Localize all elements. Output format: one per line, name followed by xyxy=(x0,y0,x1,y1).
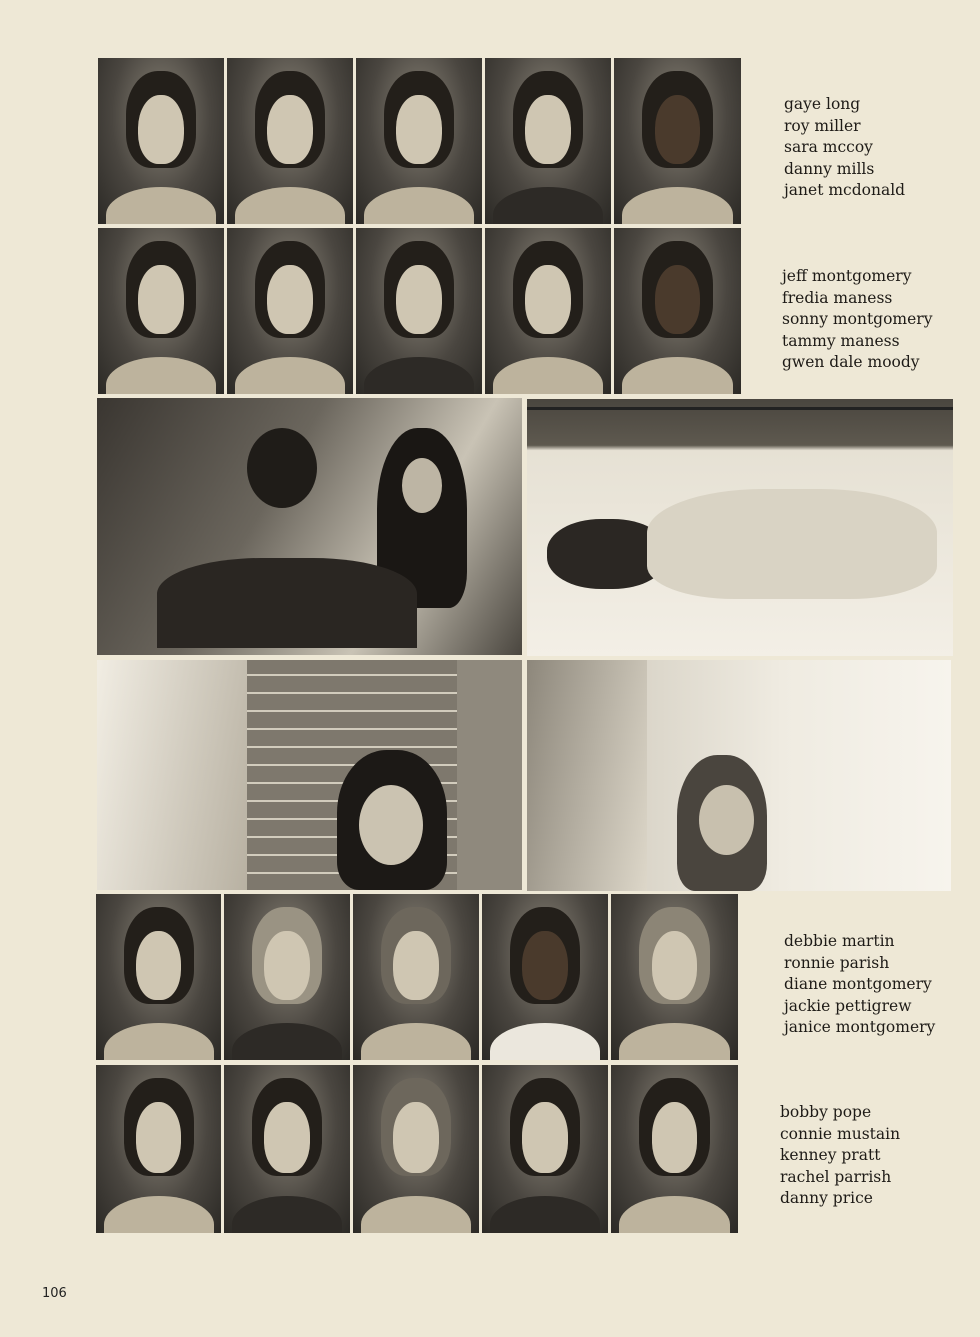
portrait-photo xyxy=(356,58,485,224)
student-name: sara mccoy xyxy=(784,138,873,156)
portrait-row-1 xyxy=(98,58,741,224)
portrait-photo xyxy=(224,894,353,1060)
portrait-photo xyxy=(227,58,356,224)
student-name: bobby pope xyxy=(780,1103,872,1121)
portrait-photo xyxy=(96,894,224,1060)
candid-photo-hand-on-face xyxy=(527,660,951,891)
student-name: sonny montgomery xyxy=(782,310,933,328)
student-name: gwen dale moody xyxy=(782,353,920,371)
student-name: connie mustain xyxy=(780,1124,901,1143)
page-number: 106 xyxy=(42,1286,67,1301)
portrait-row-3 xyxy=(96,894,738,1060)
student-name: diane montgomery xyxy=(784,975,932,993)
portrait-photo xyxy=(356,228,485,394)
portrait-photo xyxy=(98,228,227,394)
student-name: janice montgomery xyxy=(784,1018,936,1036)
student-name: danny price xyxy=(780,1189,873,1207)
student-name: janet mcdonald xyxy=(784,181,906,199)
portrait-photo xyxy=(482,894,611,1060)
portrait-photo xyxy=(482,1065,611,1233)
portrait-photo xyxy=(353,1065,482,1233)
name-list-2 xyxy=(782,266,932,374)
portrait-photo xyxy=(611,1065,738,1233)
name-list-3 xyxy=(784,931,935,1039)
portrait-photo xyxy=(614,58,741,224)
portrait-photo xyxy=(485,228,614,394)
student-name: roy miller xyxy=(784,116,861,135)
portrait-row-2 xyxy=(98,228,741,394)
name-list-4 xyxy=(780,1102,900,1210)
student-name: kenney pratt xyxy=(780,1146,881,1164)
student-name: debbie martin xyxy=(784,932,895,950)
portrait-photo xyxy=(353,894,482,1060)
portrait-photo xyxy=(614,228,741,394)
portrait-photo xyxy=(485,58,614,224)
student-name: gaye long xyxy=(784,95,861,113)
student-name: rachel parrish xyxy=(780,1167,892,1186)
student-name: jeff montgomery xyxy=(782,267,912,285)
student-name: tammy maness xyxy=(782,331,900,350)
portrait-photo xyxy=(98,58,227,224)
student-name: ronnie parish xyxy=(784,953,890,972)
student-name: fredia maness xyxy=(782,288,893,307)
portrait-photo xyxy=(611,894,738,1060)
candid-photo-brick-wall xyxy=(97,660,522,890)
student-name: danny mills xyxy=(784,159,875,178)
portrait-photo xyxy=(224,1065,353,1233)
name-list-1 xyxy=(784,94,905,202)
portrait-photo xyxy=(227,228,356,394)
candid-photo-group-seated xyxy=(97,398,522,655)
candid-photo-reclining-student xyxy=(527,399,953,656)
student-name: jackie pettigrew xyxy=(784,996,912,1015)
portrait-row-4 xyxy=(96,1065,738,1233)
portrait-photo xyxy=(96,1065,224,1233)
